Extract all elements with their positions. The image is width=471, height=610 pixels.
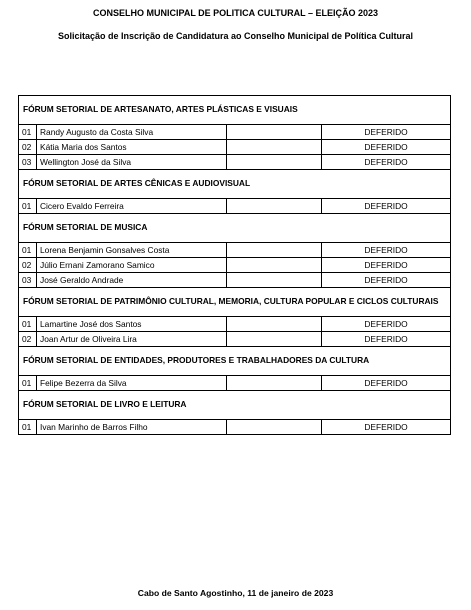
section-header	[19, 391, 451, 420]
row-number: 02	[19, 140, 37, 155]
blank-cell	[227, 155, 322, 170]
candidate-name: José Geraldo Andrade	[37, 273, 227, 288]
status-cell: DEFERIDO	[322, 420, 451, 435]
status-cell: DEFERIDO	[322, 258, 451, 273]
section-title: FÓRUM SETORIAL DE PATRIMÔNIO CULTURAL, MEMORIA, CULTURA POPULAR E CICLOS CULTURAIS	[19, 288, 451, 317]
row-number: 01	[19, 317, 37, 332]
table-row	[19, 140, 451, 155]
candidate-name: Cicero Evaldo Ferreira	[37, 199, 227, 214]
candidate-name: Lamartine José dos Santos	[37, 317, 227, 332]
section-header	[19, 214, 451, 243]
section-title: FÓRUM SETORIAL DE ARTESANATO, ARTES PLÁSTICAS E VISUAIS	[19, 96, 451, 125]
candidate-name: Júlio Ernani Zamorano Samico	[37, 258, 227, 273]
status-cell: DEFERIDO	[322, 199, 451, 214]
table-row	[19, 155, 451, 170]
status-cell: DEFERIDO	[322, 140, 451, 155]
blank-cell	[227, 273, 322, 288]
status-cell: DEFERIDO	[322, 376, 451, 391]
row-number: 01	[19, 125, 37, 140]
row-number: 01	[19, 199, 37, 214]
table-row	[19, 199, 451, 214]
blank-cell	[227, 125, 322, 140]
document-subtitle: Solicitação de Inscrição de Candidatura ao Conselho Municipal de Política Cultural	[57, 31, 414, 41]
status-cell: DEFERIDO	[322, 243, 451, 258]
section-header	[19, 96, 451, 125]
place-date: Cabo de Santo Agostinho, 11 de janeiro de 2023	[137, 588, 334, 598]
section-title: FÓRUM SETORIAL DE LIVRO E LEITURA	[19, 391, 451, 420]
blank-cell	[227, 258, 322, 273]
row-number: 01	[19, 243, 37, 258]
section-header	[19, 170, 451, 199]
section-header	[19, 347, 451, 376]
table-row	[19, 420, 451, 435]
document-title: CONSELHO MUNICIPAL DE POLITICA CULTURAL – ELEIÇÃO 2023	[92, 8, 379, 18]
candidate-name: Felipe Bezerra da Silva	[37, 376, 227, 391]
table-row	[19, 376, 451, 391]
status-cell: DEFERIDO	[322, 317, 451, 332]
table-row	[19, 258, 451, 273]
blank-cell	[227, 243, 322, 258]
blank-cell	[227, 332, 322, 347]
table-row	[19, 332, 451, 347]
row-number: 01	[19, 376, 37, 391]
blank-cell	[227, 140, 322, 155]
status-cell: DEFERIDO	[322, 332, 451, 347]
blank-cell	[227, 199, 322, 214]
row-number: 02	[19, 332, 37, 347]
blank-cell	[227, 317, 322, 332]
section-title: FÓRUM SETORIAL DE ENTIDADES, PRODUTORES E TRABALHADORES DA CULTURA	[19, 347, 451, 376]
candidate-name: Wellington José da Silva	[37, 155, 227, 170]
candidate-name: Lorena Benjamin Gonsalves Costa	[37, 243, 227, 258]
candidate-name: Joan Artur de Oliveira Lira	[37, 332, 227, 347]
row-number: 01	[19, 420, 37, 435]
status-cell: DEFERIDO	[322, 273, 451, 288]
row-number: 02	[19, 258, 37, 273]
table-row	[19, 317, 451, 332]
section-title: FÓRUM SETORIAL DE MUSICA	[19, 214, 451, 243]
table-row	[19, 243, 451, 258]
table-row	[19, 273, 451, 288]
blank-cell	[227, 376, 322, 391]
status-cell: DEFERIDO	[322, 155, 451, 170]
row-number: 03	[19, 155, 37, 170]
candidates-table	[18, 95, 451, 435]
section-header	[19, 288, 451, 317]
table-row	[19, 125, 451, 140]
candidate-name: Randy Augusto da Costa Silva	[37, 125, 227, 140]
candidate-name: Ivan Marinho de Barros Filho	[37, 420, 227, 435]
blank-cell	[227, 420, 322, 435]
status-cell: DEFERIDO	[322, 125, 451, 140]
candidate-name: Kátia Maria dos Santos	[37, 140, 227, 155]
row-number: 03	[19, 273, 37, 288]
section-title: FÓRUM SETORIAL DE ARTES CÊNICAS E AUDIOVISUAL	[19, 170, 451, 199]
